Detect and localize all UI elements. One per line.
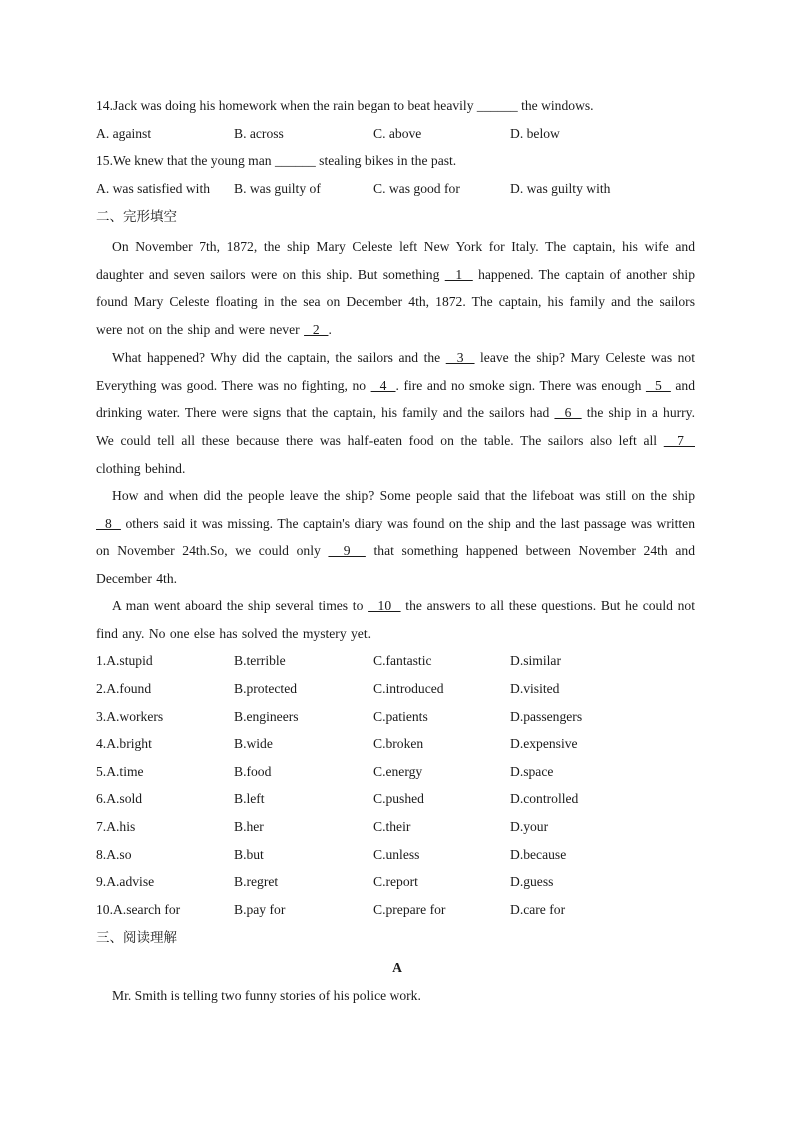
- reading-passage-label: A: [392, 960, 402, 975]
- cloze-option: 9.A.advise: [96, 874, 155, 889]
- cloze-option: C.report: [373, 874, 418, 889]
- passage-text: happened. The captain of another ship found Mary Celeste floating in the sea on December 4th, 1872. The captain, his family and the sailors were not on the ship and were never: [96, 266, 695, 338]
- cloze-option: 2.A.found: [96, 681, 152, 696]
- cloze-option: D.care for: [510, 902, 566, 917]
- cloze-option: B.protected: [234, 681, 298, 696]
- cloze-blank-10: 10: [368, 598, 401, 613]
- cloze-option: 8.A.so: [96, 847, 132, 862]
- cloze-option: B.her: [234, 819, 264, 834]
- cloze-option: C.their: [373, 819, 411, 834]
- cloze-blank-6: 6: [554, 405, 582, 421]
- cloze-blank-4: 4: [370, 377, 396, 393]
- passage-text: the ship in a hurry. We could tell all these because there was half-eaten food on the table. The sailors also left all: [96, 405, 695, 449]
- cloze-option: D.your: [510, 819, 549, 834]
- cloze-blank-8: 8: [96, 515, 121, 531]
- passage-text: leave the ship? Mary Celeste was not Everything was good. There was no fighting, no: [96, 350, 695, 393]
- cloze-option: C.fantastic: [373, 653, 432, 668]
- passage-text: the answers to all these questions. But he could not find any. No one else has solved the mystery yet.: [96, 598, 696, 641]
- cloze-option: C.broken: [373, 736, 424, 751]
- cloze-option: D.expensive: [510, 736, 578, 751]
- passage-text: . fire and no smoke sign. There was enough: [395, 377, 646, 393]
- passage-text: How and when did the people leave the ship? Some people said that the lifeboat was still on the ship: [112, 488, 695, 503]
- passage-text: others said it was missing. The captain's diary was found on the ship and the last passage was written on November 24th.So, we could only: [96, 515, 696, 559]
- question-14-stem: [96, 97, 594, 115]
- cloze-option: 6.A.sold: [96, 791, 143, 806]
- option-c: C. was good for: [373, 181, 460, 196]
- cloze-option: D.controlled: [510, 791, 579, 806]
- cloze-option: B.terrible: [234, 653, 286, 668]
- cloze-option: 3.A.workers: [96, 709, 164, 724]
- option-d: D. below: [510, 126, 560, 141]
- cloze-blank-5: 5: [645, 377, 671, 393]
- cloze-blank-2: 2: [304, 322, 329, 338]
- cloze-option: C.introduced: [373, 681, 444, 696]
- section-heading-reading: 三、阅读理解: [96, 930, 177, 946]
- cloze-option: B.regret: [234, 874, 279, 889]
- question-15-stem: [96, 152, 456, 170]
- cloze-blank-9: 9: [328, 543, 366, 559]
- cloze-blank-7: 7: [663, 433, 695, 449]
- cloze-option: 4.A.bright: [96, 736, 152, 751]
- passage-text: and drinking water. There were signs that the captain, his family and the sailors had: [96, 377, 696, 421]
- cloze-option: C.pushed: [373, 791, 424, 806]
- question-stem-text: the windows.: [517, 98, 594, 113]
- cloze-option: D.because: [510, 847, 567, 862]
- answer-blank: ______: [476, 98, 518, 113]
- cloze-paragraph-2: [96, 344, 695, 483]
- cloze-option: B.but: [234, 847, 264, 862]
- section-heading-cloze: 二、完形填空: [96, 209, 177, 225]
- option-d: D. was guilty with: [510, 181, 611, 196]
- passage-text: On November 7th, 1872, the ship Mary Celeste left New York for Italy. The captain, his wife and daughter and seven sailors were on this ship. But something: [96, 239, 695, 282]
- cloze-option: D.guess: [510, 874, 554, 889]
- question-stem-text: stealing bikes in the past.: [315, 153, 457, 168]
- passage-text: A man went aboard the ship several times to: [112, 598, 369, 613]
- question-stem-text: 14.Jack was doing his homework when the rain began to beat heavily: [96, 98, 477, 113]
- passage-text: .: [328, 322, 332, 338]
- cloze-paragraph-1: [96, 233, 695, 344]
- cloze-option: 7.A.his: [96, 819, 136, 834]
- cloze-option: C.patients: [373, 709, 428, 724]
- option-a: A. against: [96, 126, 152, 141]
- cloze-paragraph-4: [96, 592, 695, 647]
- option-b: B. across: [234, 126, 284, 141]
- reading-intro: Mr. Smith is telling two funny stories of his police work.: [112, 988, 421, 1003]
- option-c: C. above: [373, 126, 422, 141]
- cloze-option: B.left: [234, 791, 265, 806]
- option-b: B. was guilty of: [234, 181, 321, 196]
- cloze-blank-1: 1: [444, 266, 473, 282]
- cloze-option: C.unless: [373, 847, 420, 862]
- cloze-option: 1.A.stupid: [96, 653, 153, 668]
- question-stem-text: 15.We knew that the young man: [96, 153, 275, 168]
- passage-text: that something happened between November 24th and December 4th.: [96, 543, 696, 587]
- passage-text: clothing behind.: [96, 460, 186, 476]
- cloze-paragraph-3: [96, 482, 695, 593]
- answer-blank: ______: [274, 153, 316, 168]
- cloze-option: C.energy: [373, 764, 423, 779]
- cloze-option: D.space: [510, 764, 554, 779]
- cloze-option: 10.A.search for: [96, 902, 181, 917]
- cloze-option: B.engineers: [234, 709, 299, 724]
- cloze-option: D.visited: [510, 681, 560, 696]
- cloze-blank-3: 3: [445, 350, 475, 365]
- cloze-option: B.pay for: [234, 902, 286, 917]
- cloze-option: D.similar: [510, 653, 561, 668]
- cloze-option: B.wide: [234, 736, 273, 751]
- cloze-option: 5.A.time: [96, 764, 144, 779]
- option-a: A. was satisfied with: [96, 181, 211, 196]
- cloze-option: C.prepare for: [373, 902, 446, 917]
- cloze-option: B.food: [234, 764, 272, 779]
- passage-text: What happened? Why did the captain, the sailors and the: [112, 350, 446, 365]
- cloze-option: D.passengers: [510, 709, 583, 724]
